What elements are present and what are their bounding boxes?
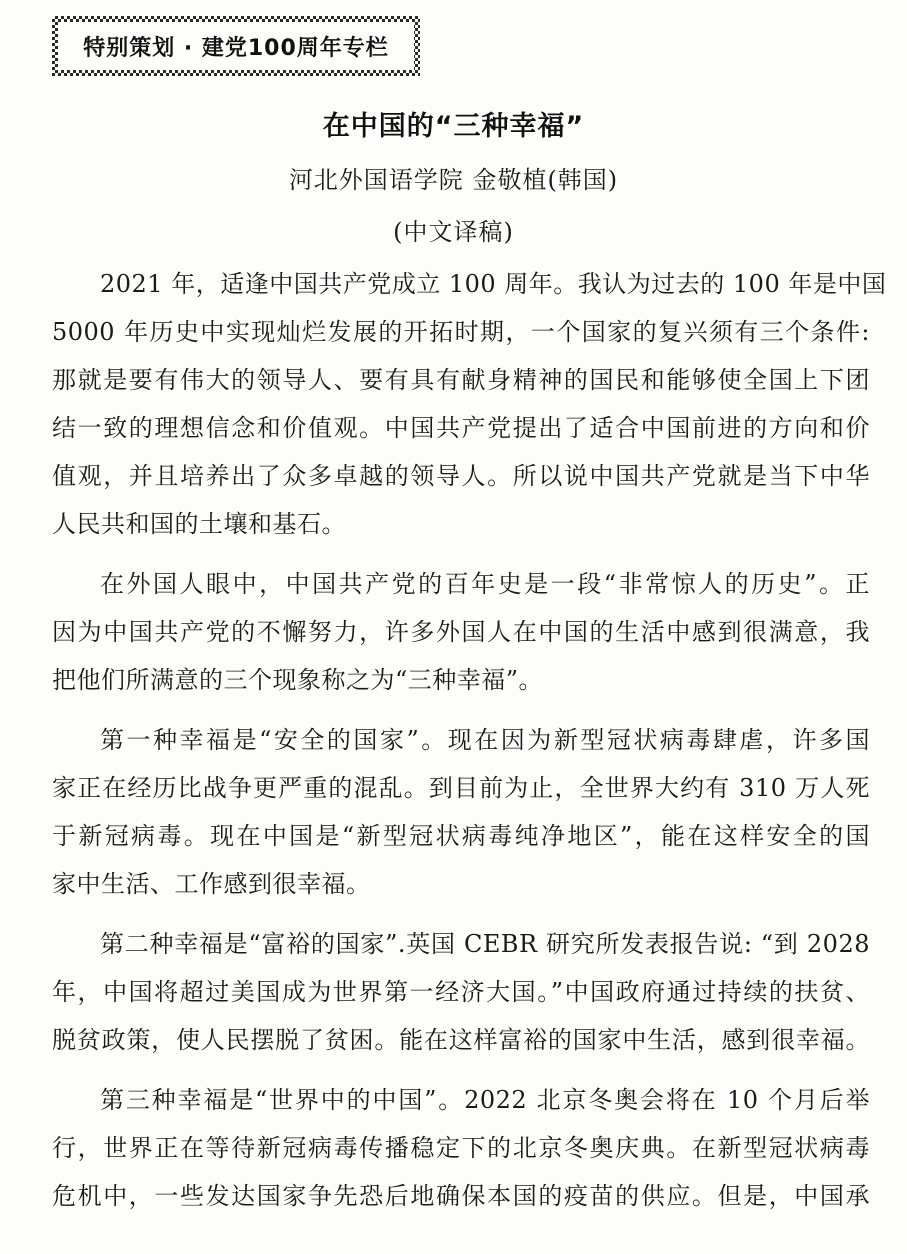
text-line: 2021 年，适逢中国共产党成立 100 周年。我认为过去的 100 年是中国 (100, 270, 887, 298)
text-line: 把他们所满意的三个现象称之为“三种幸福”。 (52, 666, 544, 694)
text-line: 在外国人眼中，中国共产党的百年史是一段“非常惊人的历史”。正 (100, 570, 870, 598)
text-line: 家中生活、工作感到很幸福。 (52, 870, 371, 898)
text-line: 第二种幸福是“富裕的国家”.英国 CEBR 研究所发表报告说: “到 2028 (100, 930, 870, 958)
paragraph (52, 920, 870, 1064)
column-badge-label: 特别策划 · 建党100周年专栏 (83, 35, 389, 61)
text-line: 脱贫政策，使人民摆脱了贫困。能在这样富裕的国家中生活，感到很幸福。 (52, 1026, 870, 1054)
text-line: 家正在经历比战争更严重的混乱。到目前为止，全世界大约有 310 万人死 (52, 774, 870, 802)
paragraph (52, 716, 870, 908)
text-line: 人民共和国的土壤和基石。 (52, 510, 346, 538)
article-body (52, 260, 887, 1232)
text-line: 于新冠病毒。现在中国是“新型冠状病毒纯净地区”，能在这样安全的国 (52, 822, 870, 850)
paragraph (52, 260, 887, 548)
column-badge (52, 16, 420, 76)
paragraph (52, 1076, 870, 1220)
text-line: 危机中，一些发达国家争先恐后地确保本国的疫苗的供应。但是，中国承 (52, 1182, 870, 1210)
text-line: 结一致的理想信念和价值观。中国共产党提出了适合中国前进的方向和价 (52, 414, 870, 442)
text-line: 第三种幸福是“世界中的中国”。2022 北京冬奥会将在 10 个月后举 (100, 1086, 870, 1114)
article-author: 河北外国语学院 金敬植(韩国) (288, 166, 619, 194)
text-line: 5000 年历史中实现灿烂发展的开拓时期，一个国家的复兴须有三个条件: (52, 318, 870, 346)
text-line: 因为中国共产党的不懈努力，许多外国人在中国的生活中感到很满意，我 (52, 618, 870, 646)
text-line: 值观，并且培养出了众多卓越的领导人。所以说中国共产党就是当下中华 (52, 462, 870, 490)
text-line: 那就是要有伟大的领导人、要有具有献身精神的国民和能够使全国上下团 (52, 366, 870, 394)
article-title: 在中国的“三种幸福” (322, 111, 585, 142)
text-line: 行，世界正在等待新冠病毒传播稳定下的北京冬奥庆典。在新型冠状病毒 (52, 1134, 870, 1162)
text-line: 第一种幸福是“安全的国家”。现在因为新型冠状病毒肆虐，许多国 (100, 726, 870, 754)
text-line: 年，中国将超过美国成为世界第一经济大国。”中国政府通过持续的扶贫、 (52, 978, 870, 1006)
translation-note: (中文译稿) (393, 218, 514, 246)
paragraph (52, 560, 870, 704)
